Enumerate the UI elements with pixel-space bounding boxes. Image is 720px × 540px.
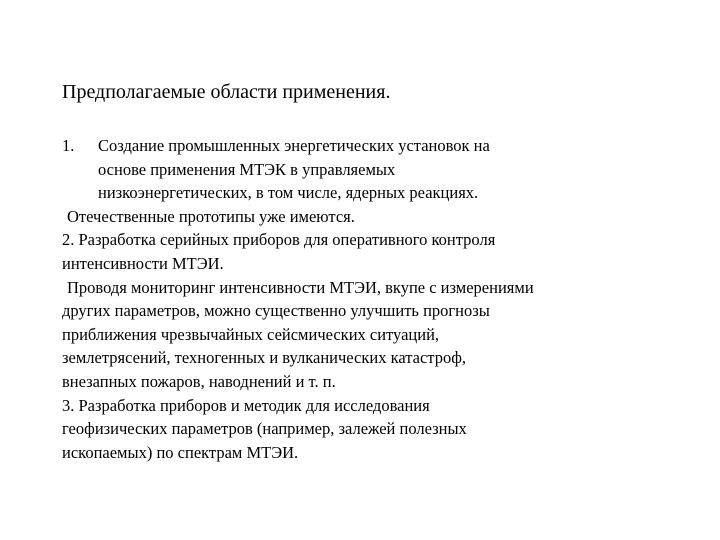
item-2-note-line-4: землетрясений, техногенных и вулканических катастроф, [62,348,467,368]
item-1-line-3: низкоэнергетических, в том числе, ядерных реакциях. [98,183,479,203]
item-3-line-1: 3. Разработка приборов и методик для исследования [62,395,430,415]
item-1-line-1 [62,134,702,158]
slide-body [62,134,702,464]
slide-title: Предполагаемые области применения. [62,81,391,103]
item-1-number: 1. [62,136,75,155]
item-3-line-2: геофизических параметров (например, залежей полезных [62,419,467,439]
item-2-line-1: 2. Разработка серийных приборов для оперативного контроля [62,230,496,250]
item-2-note-line-2: других параметров, можно существенно улучшить прогнозы [62,301,490,321]
item-1-text-1: Создание промышленных энергетических установок на [98,136,490,155]
item-1-line-2: основе применения МТЭК в управляемых [98,159,396,179]
item-2-line-2: интенсивности МТЭИ. [62,253,224,273]
item-3-line-3: ископаемых) по спектрам МТЭИ. [62,442,299,462]
item-2-note-line-1: Проводя мониторинг интенсивности МТЭИ, вкупе с измерениями [67,277,534,297]
item-2-note-line-5: внезапных пожаров, наводнений и т. п. [62,371,336,391]
item-2-note-line-3: приближения чрезвычайных сейсмических ситуаций, [62,324,440,344]
item-1-note: Отечественные прототипы уже имеются. [67,206,355,226]
